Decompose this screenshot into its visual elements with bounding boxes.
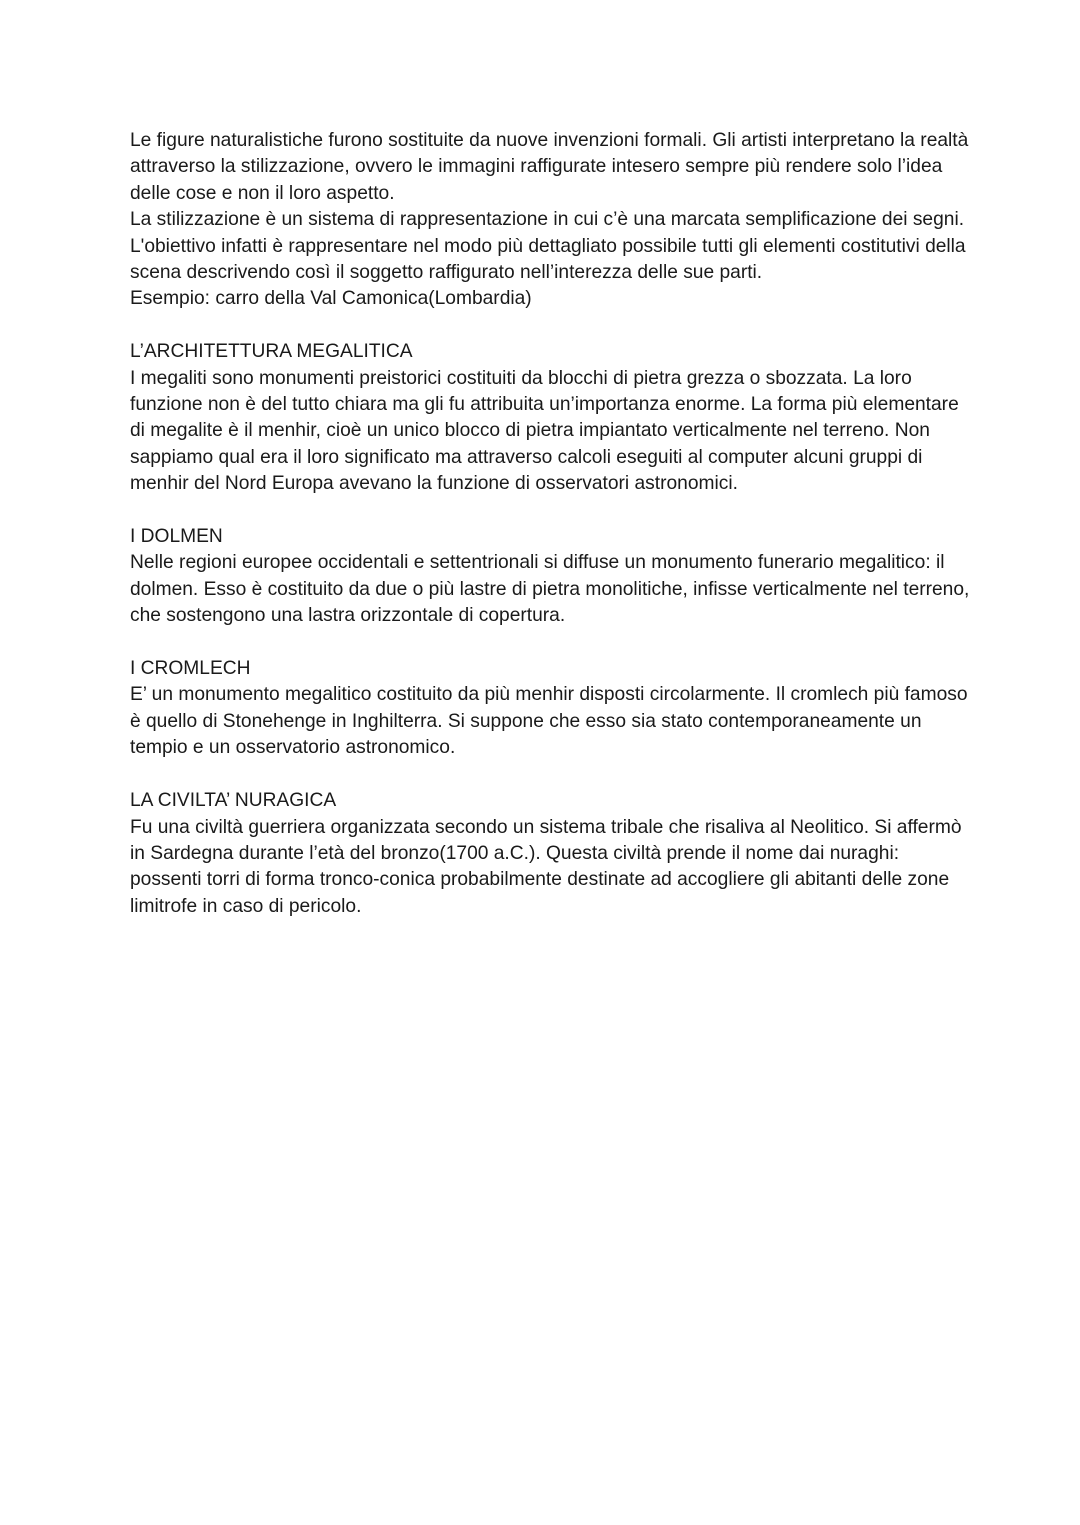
section-text: I megaliti sono monumenti preistorici costituiti da blocchi di pietra grezza o sbozzata. La loro funzione non è del tutto chiara ma gli fu attribuita un’importanza enorme. La forma più elementare di megalite è il menhir, cioè un unico blocco di pietra impiantato verticalmente nel terreno. Non sappiamo qual era il loro significato ma attraverso calcoli eseguiti al computer alcuni gruppi di menhir del Nord Europa avevano la funzione di osservatori astronomici.	[130, 367, 959, 495]
section-text: E’ un monumento megalitico costituito da più menhir disposti circolarmente. Il cromlech più famoso è quello di Stonehenge in Inghilterra. Si suppone che esso sia stato contemporaneamente un tempio e un osservatorio astronomico.	[130, 684, 968, 759]
section-civilta-nuragica	[130, 788, 970, 920]
section-heading: LA CIVILTA’ NURAGICA	[130, 790, 337, 812]
section-cromlech	[130, 656, 970, 762]
section-architettura-megalitica	[130, 339, 970, 497]
section-heading: I CROMLECH	[130, 658, 251, 680]
section-dolmen	[130, 524, 970, 630]
section-heading: I DOLMEN	[130, 526, 223, 548]
intro-paragraph: Le figure naturalistiche furono sostituite da nuove invenzioni formali. Gli artisti interpretano la realtà attraverso la stilizzazione, ovvero le immagini raffigurate intesero sempre più rendere solo l’idea delle cose e non il loro aspetto.	[130, 130, 969, 204]
intro-paragraph: Esempio: carro della Val Camonica(Lombardia)	[130, 288, 532, 310]
section-text: Nelle regioni europee occidentali e settentrionali si diffuse un monumento funerario megalitico: il dolmen. Esso è costituito da due o più lastre di pietra monolitiche, infisse verticalmente nel terreno, che sostengono una lastra orizzontale di copertura.	[130, 552, 970, 627]
intro-paragraph: La stilizzazione è un sistema di rappresentazione in cui c’è una marcata semplificazione dei segni. L'obiettivo infatti è rappresentare nel modo più dettagliato possibile tutti gli elementi costitutivi della scena descrivendo così il soggetto raffigurato nell’interezza delle sue parti.	[130, 209, 966, 284]
intro-section	[130, 128, 970, 313]
document-body	[130, 128, 970, 947]
section-heading: L’ARCHITETTURA MEGALITICA	[130, 341, 413, 363]
section-text: Fu una civiltà guerriera organizzata secondo un sistema tribale che risaliva al Neolitico. Si affermò in Sardegna durante l’età del bronzo(1700 a.C.). Questa civiltà prende il nome dai nuraghi: possenti torri di forma tronco-conica probabilmente destinate ad accogliere gli abitanti delle zone limitrofe in caso di pericolo.	[130, 816, 962, 917]
